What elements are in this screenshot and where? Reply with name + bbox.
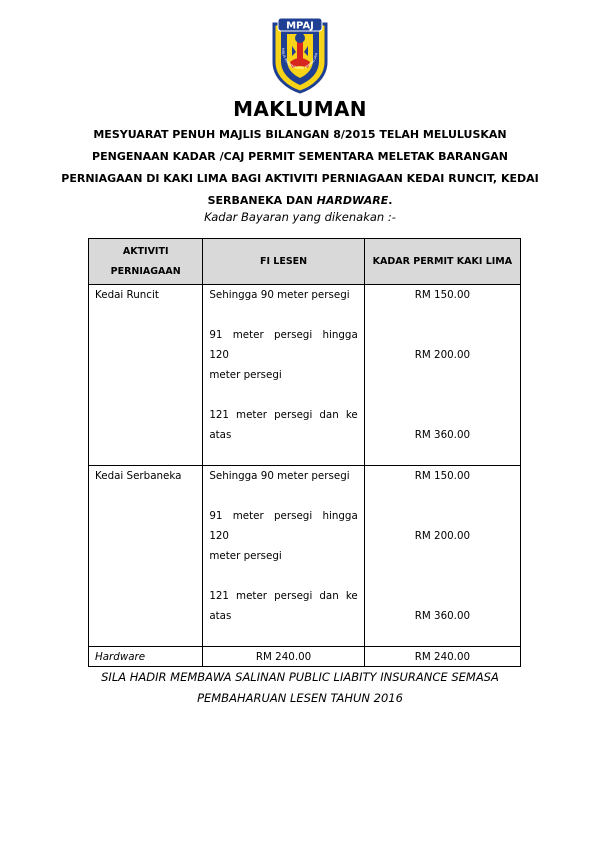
page-title: MAKLUMAN xyxy=(233,97,367,121)
header-activity: AKTIVITI PERNIAGAAN xyxy=(89,239,203,285)
announcement-text: MESYUARAT PENUH MAJLIS BILANGAN 8/2015 TELAH MELULUSKAN PENGENAAN KADAR /CAJ PERMIT SEMENTARA MELETAK BARANGAN PERNIAGAAN DI KAKI LIMA BAGI AKTIVITI PERNIAGAAN KEDAI RUNCIT, KEDAI SERBANEKA DAN HARDWARE. xyxy=(61,128,539,207)
fee-cell: Sehingga 90 meter persegi 91 meter persegi hingga 120 meter persegi 121 meter persegi dan ke atas xyxy=(203,466,364,647)
mpaj-logo xyxy=(268,18,332,94)
logo-text: MPAJ xyxy=(286,20,314,32)
header-rate: KADAR PERMIT KAKI LIMA xyxy=(364,239,520,285)
rate-cell: RM 150.00 RM 200.00 RM 360.00 xyxy=(364,466,520,647)
logo-ring-text: MAJLIS PERBANDARAN AMPANG JAYA xyxy=(280,47,319,71)
activity-cell: Hardware xyxy=(89,647,203,667)
rate-cell: RM 150.00 RM 200.00 RM 360.00 xyxy=(364,285,520,466)
table-row xyxy=(89,647,521,667)
fee-cell: RM 240.00 xyxy=(203,647,364,667)
rates-table xyxy=(88,238,521,667)
footer-reminder: SILA HADIR MEMBAWA SALINAN PUBLIC LIABITY INSURANCE SEMASA PEMBAHARUAN LESEN TAHUN 2016 xyxy=(101,670,499,705)
header-fee: FI LESEN xyxy=(203,239,364,285)
activity-cell: Kedai Serbaneka xyxy=(89,466,203,647)
table-row xyxy=(89,285,521,466)
table-header-row xyxy=(89,239,521,285)
table-row xyxy=(89,466,521,647)
activity-cell: Kedai Runcit xyxy=(89,285,203,466)
rate-cell: RM 240.00 xyxy=(364,647,520,667)
fee-cell: Sehingga 90 meter persegi 91 meter persegi hingga 120 meter persegi 121 meter persegi dan ke atas xyxy=(203,285,364,466)
rates-subtitle: Kadar Bayaran yang dikenakan :- xyxy=(204,210,396,224)
